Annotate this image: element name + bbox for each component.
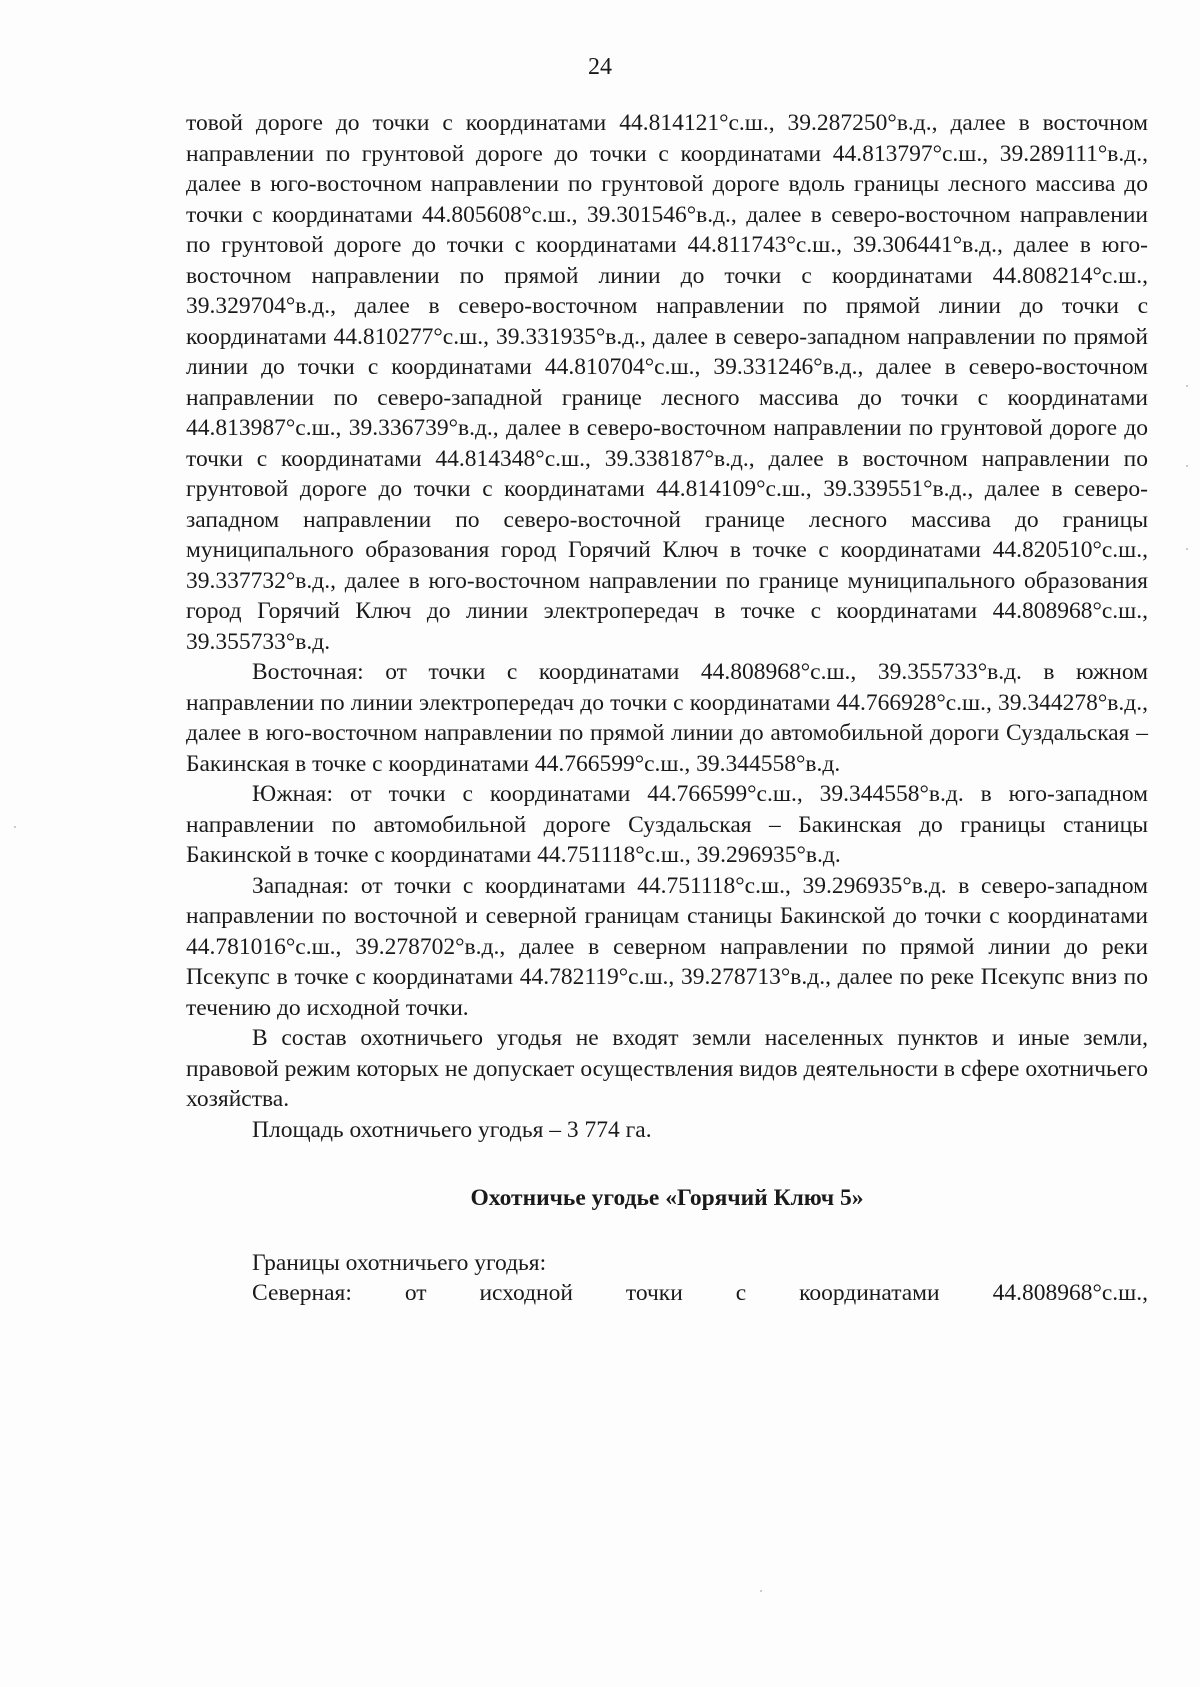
document-body	[186, 108, 1148, 1309]
scan-speck	[1186, 385, 1188, 387]
paragraph-northern-start: Северная: от исходной точки с координатами 44.808968°с.ш.,	[252, 1280, 1148, 1306]
paragraph-exclusions: В состав охотничьего угодья не входят земли населенных пунктов и иные земли, правовой режим которых не допускает осуществления видов деятельности в сфере охотничьего хозяйства.	[186, 1025, 1148, 1112]
scan-speck	[1186, 548, 1188, 550]
paragraph-northern-continued: товой дороге до точки с координатами 44.814121°с.ш., 39.287250°в.д., далее в восточном направлении по грунтовой дороге до точки с координатами 44.813797°с.ш., 39.289111°в.д., далее в юго-восточном направлении по грунтовой дороге вдоль границы лесного массива до точки с координатами 44.805608°с.ш., 39.301546°в.д., далее в северо-восточном направлении по грунтовой дороге до точки с координатами 44.811743°с.ш., 39.306441°в.д., далее в юго-восточном направлении по прямой линии до точки с координатами 44.808214°с.ш., 39.329704°в.д., далее в северо-восточном направлении по прямой линии до точки с координатами 44.810277°с.ш., 39.331935°в.д., далее в северо-западном направлении по прямой линии до точки с координатами 44.810704°с.ш., 39.331246°в.д., далее в северо-восточном направлении по северо-западной границе лесного массива до точки с координатами 44.813987°с.ш., 39.336739°в.д., далее в северо-восточном направлении по грунтовой дороге до точки с координатами 44.814348°с.ш., 39.338187°в.д., далее в восточном направлении по грунтовой дороге до точки с координатами 44.814109°с.ш., 39.339551°в.д., далее в северо-западном направлении по северо-восточной границе лесного массива до границы муниципального образования город Горячий Ключ в точке с координатами 44.820510°с.ш., 39.337732°в.д., далее в юго-восточном направлении по границе муниципального образования город Горячий Ключ до линии электропередач в точке с координатами 44.808968°с.ш., 39.355733°в.д.	[186, 110, 1148, 655]
paragraph-area: Площадь охотничьего угодья – 3 774 га.	[252, 1116, 652, 1143]
scan-speck	[760, 1590, 762, 1592]
paragraph-eastern-boundary: Восточная: от точки с координатами 44.808968°с.ш., 39.355733°в.д. в южном направлении по линии электропередач до точки с координатами 44.766928°с.ш., 39.344278°в.д., далее в юго-восточном направлении по прямой линии до автомобильной дороги Суздальская – Бакинская в точке с координатами 44.766599°с.ш., 39.344558°в.д.	[186, 659, 1148, 777]
paragraph-southern-boundary: Южная: от точки с координатами 44.766599°с.ш., 39.344558°в.д. в юго-западном направлении по автомобильной дороге Суздальская – Бакинская до границы станицы Бакинской в точке с координатами 44.751118°с.ш., 39.296935°в.д.	[186, 781, 1148, 868]
page-number: 24	[588, 54, 612, 80]
scan-speck	[14, 826, 16, 828]
section-title: Охотничье угодье «Горячий Ключ 5»	[470, 1185, 864, 1211]
boundaries-heading: Границы охотничьего угодья:	[252, 1249, 547, 1276]
scan-speck	[1186, 465, 1188, 467]
paragraph-western-boundary: Западная: от точки с координатами 44.751118°с.ш., 39.296935°в.д. в северо-западном направлении по восточной и северной границам станицы Бакинской до точки с координатами 44.781016°с.ш., 39.278702°в.д., далее в северном направлении по прямой линии до реки Псекупс в точке с координатами 44.782119°с.ш., 39.278713°в.д., далее по реке Псекупс вниз по течению до исходной точки.	[186, 872, 1148, 1021]
